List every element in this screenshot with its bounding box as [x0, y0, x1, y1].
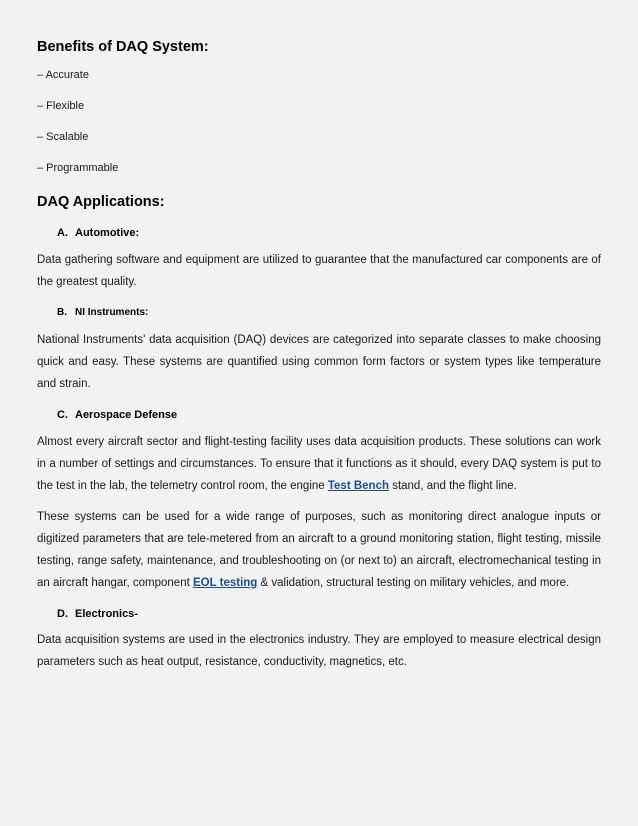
benefit-item-flexible: – Flexible [37, 100, 85, 112]
benefits-list [37, 68, 601, 175]
eol-testing-link[interactable]: EOL testing [193, 577, 258, 589]
applications-title: DAQ Applications: [37, 194, 165, 210]
automotive-heading [37, 227, 601, 239]
electronics-heading [37, 608, 601, 620]
ni-marker: B. [57, 307, 67, 318]
ni-heading [37, 307, 601, 318]
aerospace-marker: C. [57, 409, 68, 421]
aerospace-heading [37, 409, 601, 421]
electronics-heading-text: Electronics- [75, 608, 138, 620]
test-bench-link[interactable]: Test Bench [327, 480, 389, 492]
benefit-item-programmable: – Programmable [37, 162, 119, 174]
aerospace-paragraph-1 [37, 431, 601, 497]
aerospace-heading-text: Aerospace Defense [75, 409, 178, 421]
aerospace-p2-text-after: & validation, structural testing on military vehicles, and more. [257, 577, 570, 589]
benefits-title: Benefits of DAQ System: [37, 39, 209, 55]
automotive-body: Data gathering software and equipment are utilized to guarantee that the manufactured car components are of the greatest quality. [37, 254, 601, 288]
aerospace-p2-text-before: These systems can be used for a wide range of purposes, such as monitoring direct analogue inputs or digitized parameters that are tele-metered from an aircraft to a ground monitoring station, flight testing, missile testing, range safety, maintenance, and troubleshooting on (or next to) an aircraft, electromechanical testing in an aircraft hangar, component [37, 511, 601, 589]
automotive-heading-text: Automotive: [75, 227, 140, 239]
ni-body: National Instruments' data acquisition (DAQ) devices are categorized into separate classes to make choosing quick and easy. These systems are quantified using common form factors or system types like temperature and strain. [37, 334, 601, 390]
automotive-marker: A. [57, 227, 68, 239]
electronics-marker: D. [57, 608, 68, 620]
ni-heading-text: NI Instruments: [75, 307, 149, 318]
benefit-item-accurate: – Accurate [37, 69, 89, 81]
aerospace-p1-text-after: stand, and the flight line. [389, 480, 517, 492]
aerospace-p1-text-before: Almost every aircraft sector and flight-testing facility uses data acquisition products. These solutions can work in a number of settings and circumstances. To ensure that it functions as it should, every DAQ system is put to the test in the lab, the telemetry control room, the engine [37, 436, 601, 492]
benefit-item-scalable: – Scalable [37, 131, 89, 143]
aerospace-paragraph-2 [37, 506, 601, 594]
electronics-body: Data acquisition systems are used in the electronics industry. They are employed to measure electrical design parameters such as heat output, resistance, conductivity, magnetics, etc. [37, 634, 601, 668]
